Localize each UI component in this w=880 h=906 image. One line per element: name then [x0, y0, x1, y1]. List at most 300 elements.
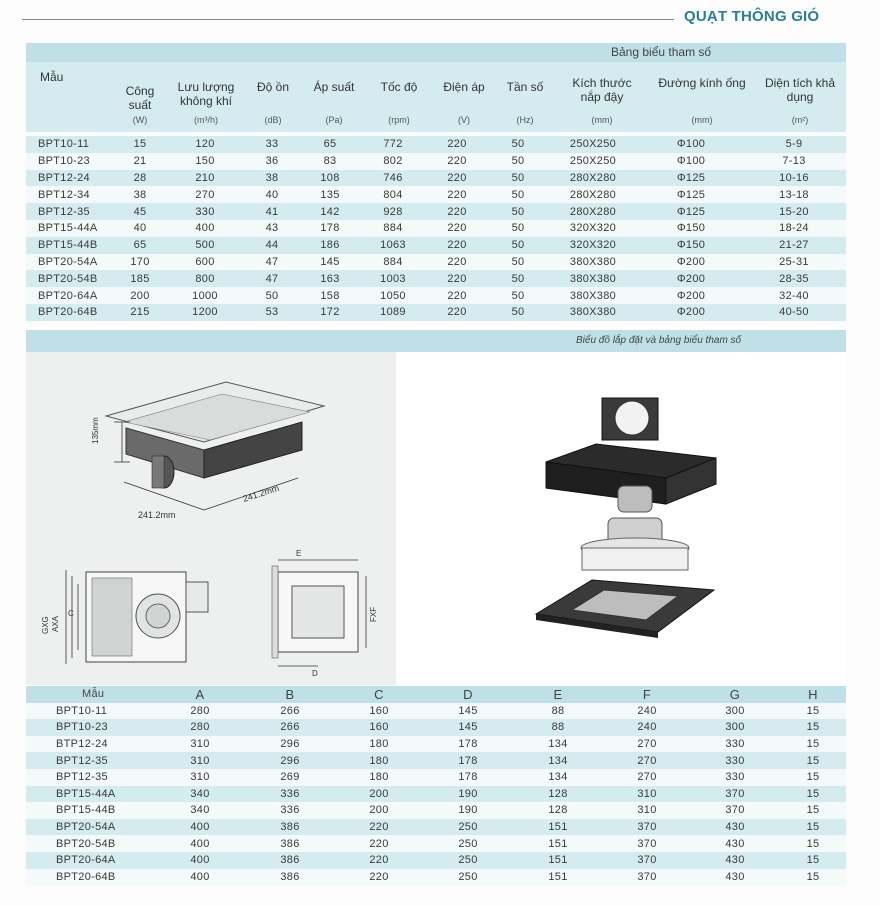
dimension-value-cell: 269	[246, 769, 334, 786]
dimension-value-cell: 386	[246, 869, 334, 886]
col-header-area: Diện tích khả dụng	[764, 76, 836, 104]
dimension-value-cell: 430	[690, 869, 780, 886]
spec-model-cell: BPT12-24	[26, 170, 116, 187]
spec-value-cell: 163	[298, 270, 362, 287]
spec-row	[26, 136, 846, 153]
dimension-row	[26, 852, 846, 869]
dimension-value-cell: 134	[512, 769, 604, 786]
dimension-model-cell: BPT12-35	[26, 752, 154, 769]
spec-value-cell: 142	[298, 203, 362, 220]
spec-value-cell: 884	[362, 220, 424, 237]
dimension-value-cell: 151	[512, 852, 604, 869]
dimension-row	[26, 802, 846, 819]
dim-letter-c: C	[68, 609, 74, 618]
col-header-voltage: Điện áp	[443, 80, 485, 94]
spec-value-cell: 15	[116, 136, 164, 153]
dimension-value-cell: 15	[780, 835, 846, 852]
spec-value-cell: 50	[490, 220, 546, 237]
dim-letter-g: GXG	[41, 616, 50, 634]
installation-diagram	[26, 352, 846, 685]
dimension-row	[26, 703, 846, 720]
drawing-panel	[26, 352, 396, 685]
diagram-caption: Biểu đồ lắp đặt và bảng biểu tham số	[576, 335, 742, 346]
spec-row	[26, 287, 846, 304]
dimension-value-cell: 430	[690, 852, 780, 869]
dimension-header-cell: G	[690, 686, 780, 703]
dimension-value-cell: 336	[246, 802, 334, 819]
spec-value-cell: 38	[116, 186, 164, 203]
dimension-value-cell: 15	[780, 819, 846, 836]
technical-drawing	[26, 352, 396, 685]
dimension-value-cell: 370	[690, 802, 780, 819]
spec-value-cell: 50	[490, 203, 546, 220]
spec-value-cell: Φ200	[640, 287, 742, 304]
dimension-row	[26, 736, 846, 753]
dimension-value-cell: 310	[154, 769, 246, 786]
col-header-speed: Tốc độ	[380, 80, 418, 94]
col-header-airflow: Lưu lượng không khí	[177, 80, 235, 108]
spec-value-cell: 250X250	[546, 136, 640, 153]
dimension-value-cell: 128	[512, 802, 604, 819]
spec-value-cell: 50	[490, 136, 546, 153]
dimension-value-cell: 310	[604, 786, 690, 803]
dimension-value-cell: 220	[334, 869, 424, 886]
spec-value-cell: 50	[490, 304, 546, 321]
col-header-pressure: Áp suất	[313, 80, 355, 94]
spec-model-cell: BPT15-44B	[26, 237, 116, 254]
dimension-value-cell: 220	[334, 835, 424, 852]
dim-height-label: 135mm	[91, 417, 100, 444]
spec-value-cell: 120	[164, 136, 246, 153]
dimension-value-cell: 270	[604, 769, 690, 786]
dimension-value-cell: 370	[690, 786, 780, 803]
col-unit-duct-diameter: (mm)	[691, 115, 713, 125]
spec-model-cell: BPT20-64A	[26, 287, 116, 304]
spec-value-cell: 43	[246, 220, 298, 237]
dimension-value-cell: 15	[780, 719, 846, 736]
spec-value-cell: 50	[490, 237, 546, 254]
dimension-value-cell: 400	[154, 869, 246, 886]
spec-value-cell: 33	[246, 136, 298, 153]
spec-value-cell: Φ150	[640, 220, 742, 237]
dimension-value-cell: 330	[690, 752, 780, 769]
spec-value-cell: 280X280	[546, 170, 640, 187]
spec-value-cell: 220	[424, 153, 490, 170]
col-unit-airflow: (m³/h)	[194, 115, 218, 125]
spec-model-cell: BPT10-11	[26, 136, 116, 153]
spec-value-cell: 178	[298, 220, 362, 237]
spec-value-cell: 1003	[362, 270, 424, 287]
spec-value-cell: 40	[116, 220, 164, 237]
spec-value-cell: Φ125	[640, 170, 742, 187]
dimension-value-cell: 15	[780, 703, 846, 720]
spec-value-cell: 172	[298, 304, 362, 321]
dimension-row	[26, 752, 846, 769]
spec-caption: Bảng biểu tham số	[611, 45, 712, 59]
spec-value-cell: 250X250	[546, 153, 640, 170]
spec-value-cell: 41	[246, 203, 298, 220]
spec-row	[26, 186, 846, 203]
spec-value-cell: 47	[246, 254, 298, 271]
spec-model-cell: BPT12-35	[26, 203, 116, 220]
spec-value-cell: 10-16	[742, 170, 846, 187]
spec-model-cell: BPT20-54B	[26, 270, 116, 287]
spec-value-cell: Φ200	[640, 304, 742, 321]
spec-value-cell: 884	[362, 254, 424, 271]
fan-isometric	[106, 382, 324, 510]
spec-value-cell: 21	[116, 153, 164, 170]
dimension-value-cell: 300	[690, 719, 780, 736]
dimension-value-cell: 15	[780, 786, 846, 803]
dimension-value-cell: 386	[246, 852, 334, 869]
spec-value-cell: 50	[490, 270, 546, 287]
dimension-value-cell: 400	[154, 852, 246, 869]
dimension-value-cell: 240	[604, 703, 690, 720]
dimension-header-cell: E	[512, 686, 604, 703]
dimension-value-cell: 430	[690, 819, 780, 836]
spec-value-cell: 270	[164, 186, 246, 203]
dimension-value-cell: 370	[604, 869, 690, 886]
dimension-header-cell: C	[334, 686, 424, 703]
side-view	[272, 560, 366, 666]
spec-row	[26, 254, 846, 271]
spec-value-cell: Φ125	[640, 203, 742, 220]
spec-value-cell: 220	[424, 220, 490, 237]
spec-value-cell: 145	[298, 254, 362, 271]
dimension-value-cell: 190	[424, 802, 512, 819]
spec-model-cell: BPT10-23	[26, 153, 116, 170]
dimension-model-cell: BPT10-23	[26, 719, 154, 736]
col-header-power: Công suất	[125, 84, 155, 112]
dim-letter-e: E	[296, 549, 302, 558]
spec-caption-band	[26, 43, 846, 62]
motor	[618, 486, 652, 512]
dimension-row	[26, 869, 846, 886]
dimension-value-cell: 151	[512, 869, 604, 886]
diagram-caption-band	[26, 330, 846, 352]
dimension-value-cell: 160	[334, 703, 424, 720]
dimension-model-cell: BPT12-35	[26, 769, 154, 786]
dimension-header-cell: B	[246, 686, 334, 703]
spec-value-cell: 15-20	[742, 203, 846, 220]
spec-model-cell: BPT12-34	[26, 186, 116, 203]
dimension-value-cell: 15	[780, 752, 846, 769]
dimension-model-cell: BPT20-54B	[26, 835, 154, 852]
dimension-value-cell: 88	[512, 719, 604, 736]
page-title: QUẠT THÔNG GIÓ	[684, 8, 820, 25]
dimension-value-cell: 386	[246, 835, 334, 852]
spec-row	[26, 304, 846, 321]
spec-value-cell: Φ125	[640, 186, 742, 203]
dimension-value-cell: 386	[246, 819, 334, 836]
spec-value-cell: 928	[362, 203, 424, 220]
dimension-value-cell: 330	[690, 736, 780, 753]
dimension-value-cell: 180	[334, 752, 424, 769]
col-unit-cover-size: (mm)	[591, 115, 613, 125]
dimension-value-cell: 340	[154, 786, 246, 803]
spec-value-cell: Φ150	[640, 237, 742, 254]
dimension-value-cell: 145	[424, 719, 512, 736]
spec-value-cell: 500	[164, 237, 246, 254]
dimension-value-cell: 145	[424, 703, 512, 720]
col-unit-pressure: (Pa)	[325, 115, 343, 125]
spec-value-cell: 50	[490, 186, 546, 203]
dimension-value-cell: 88	[512, 703, 604, 720]
dimension-value-cell: 330	[690, 769, 780, 786]
dimension-value-cell: 15	[780, 736, 846, 753]
col-unit-power: (W)	[132, 115, 148, 125]
spec-row	[26, 220, 846, 237]
dimension-model-cell: BPT20-64B	[26, 869, 154, 886]
dimension-value-cell: 151	[512, 819, 604, 836]
spec-value-cell: 65	[116, 237, 164, 254]
dimension-value-cell: 250	[424, 835, 512, 852]
spec-value-cell: 7-13	[742, 153, 846, 170]
spec-value-cell: 330	[164, 203, 246, 220]
dimension-value-cell: 151	[512, 835, 604, 852]
dim-width-label-1: 241.2mm	[138, 510, 176, 520]
dimension-value-cell: 370	[604, 852, 690, 869]
dimension-value-cell: 296	[246, 752, 334, 769]
spec-value-cell: 50	[490, 170, 546, 187]
dimension-header-row	[26, 686, 846, 703]
dimension-value-cell: 240	[604, 719, 690, 736]
col-unit-area: (m²)	[791, 115, 809, 125]
spec-value-cell: 45	[116, 203, 164, 220]
dimension-value-cell: 134	[512, 752, 604, 769]
dimension-value-cell: 180	[334, 736, 424, 753]
dimension-row	[26, 835, 846, 852]
dimension-value-cell: 296	[246, 736, 334, 753]
dimension-value-cell: 300	[690, 703, 780, 720]
dimension-value-cell: 250	[424, 869, 512, 886]
dimension-value-cell: 266	[246, 703, 334, 720]
dimension-value-cell: 270	[604, 752, 690, 769]
spec-value-cell: 44	[246, 237, 298, 254]
spec-value-cell: 280X280	[546, 203, 640, 220]
spec-value-cell: Φ200	[640, 254, 742, 271]
spec-value-cell: 36	[246, 153, 298, 170]
spec-value-cell: 38	[246, 170, 298, 187]
col-header-frequency: Tần số	[506, 80, 544, 94]
spec-value-cell: 220	[424, 287, 490, 304]
spec-value-cell: 28-35	[742, 270, 846, 287]
dimension-value-cell: 200	[334, 786, 424, 803]
spec-value-cell: 320X320	[546, 237, 640, 254]
spec-value-cell: Φ100	[640, 153, 742, 170]
spec-value-cell: 802	[362, 153, 424, 170]
spec-value-cell: 50	[490, 254, 546, 271]
spec-value-cell: 50	[490, 153, 546, 170]
exploded-view	[396, 352, 846, 685]
spec-value-cell: 215	[116, 304, 164, 321]
spec-value-cell: 800	[164, 270, 246, 287]
spec-value-cell: 13-18	[742, 186, 846, 203]
spec-value-cell: 220	[424, 186, 490, 203]
spec-value-cell: 158	[298, 287, 362, 304]
spec-model-cell: BPT15-44A	[26, 220, 116, 237]
spec-value-cell: 40	[246, 186, 298, 203]
dimension-value-cell: 15	[780, 802, 846, 819]
dimension-header-cell: H	[780, 686, 846, 703]
spec-value-cell: 83	[298, 153, 362, 170]
spec-row	[26, 170, 846, 187]
spec-value-cell: 185	[116, 270, 164, 287]
spec-value-cell: 220	[424, 304, 490, 321]
blower-wheel	[581, 518, 689, 570]
spec-value-cell: 170	[116, 254, 164, 271]
dimension-model-cell: BPT15-44A	[26, 786, 154, 803]
spec-value-cell: 32-40	[742, 287, 846, 304]
dimension-value-cell: 190	[424, 786, 512, 803]
dimension-header-cell: Mẫu	[26, 686, 154, 703]
spec-value-cell: 220	[424, 170, 490, 187]
dimension-value-cell: 160	[334, 719, 424, 736]
dimension-row	[26, 819, 846, 836]
col-header-noise: Độ ồn	[256, 80, 290, 94]
dimension-value-cell: 400	[154, 835, 246, 852]
dimension-value-cell: 178	[424, 752, 512, 769]
spec-value-cell: 200	[116, 287, 164, 304]
spec-value-cell: Φ100	[640, 136, 742, 153]
spec-value-cell: 40-50	[742, 304, 846, 321]
spec-value-cell: 108	[298, 170, 362, 187]
spec-table	[26, 136, 846, 321]
dim-letter-a: AXA	[51, 615, 60, 632]
spec-value-cell: 1089	[362, 304, 424, 321]
dimension-value-cell: 370	[604, 819, 690, 836]
spec-value-cell: 65	[298, 136, 362, 153]
dimension-model-cell: BPT20-64A	[26, 852, 154, 869]
spec-value-cell: 220	[424, 136, 490, 153]
col-header-duct-diameter: Đường kính ống	[658, 76, 746, 90]
spec-value-cell: 220	[424, 237, 490, 254]
dimension-value-cell: 336	[246, 786, 334, 803]
dimension-value-cell: 400	[154, 819, 246, 836]
dimension-header-cell: A	[154, 686, 246, 703]
spec-row	[26, 270, 846, 287]
spec-value-cell: 186	[298, 237, 362, 254]
exploded-view-panel	[396, 352, 846, 685]
spec-value-cell: 220	[424, 203, 490, 220]
spec-model-cell: BPT20-54A	[26, 254, 116, 271]
dimension-value-cell: 280	[154, 703, 246, 720]
dimension-value-cell: 15	[780, 869, 846, 886]
dimension-value-cell: 250	[424, 819, 512, 836]
dimension-value-cell: 310	[604, 802, 690, 819]
spec-value-cell: 150	[164, 153, 246, 170]
dimension-model-cell: BTP12-24	[26, 736, 154, 753]
spec-row	[26, 203, 846, 220]
spec-value-cell: 804	[362, 186, 424, 203]
bottom-view	[66, 570, 208, 664]
dimension-value-cell: 180	[334, 769, 424, 786]
spec-value-cell: 18-24	[742, 220, 846, 237]
dimension-value-cell: 128	[512, 786, 604, 803]
dimension-model-cell: BPT20-54A	[26, 819, 154, 836]
dimension-value-cell: 134	[512, 736, 604, 753]
dimension-value-cell: 430	[690, 835, 780, 852]
spec-value-cell: 746	[362, 170, 424, 187]
dimension-value-cell: 178	[424, 769, 512, 786]
spec-value-cell: 220	[424, 270, 490, 287]
spec-model-cell: BPT20-64B	[26, 304, 116, 321]
spec-model-header: Mẫu	[40, 70, 64, 84]
spec-value-cell: 320X320	[546, 220, 640, 237]
spec-value-cell: 380X380	[546, 270, 640, 287]
spec-value-cell: 25-31	[742, 254, 846, 271]
dimension-value-cell: 370	[604, 835, 690, 852]
spec-value-cell: 5-9	[742, 136, 846, 153]
dimension-value-cell: 220	[334, 819, 424, 836]
col-unit-speed: (rpm)	[388, 115, 410, 125]
spec-value-cell: 1050	[362, 287, 424, 304]
spec-value-cell: 220	[424, 254, 490, 271]
col-unit-voltage: (V)	[458, 115, 470, 125]
spec-value-cell: 1200	[164, 304, 246, 321]
duct-connector	[602, 398, 658, 440]
dimension-row	[26, 786, 846, 803]
dimension-value-cell: 15	[780, 852, 846, 869]
dimension-table	[26, 686, 846, 885]
dimension-row	[26, 719, 846, 736]
spec-value-cell: 21-27	[742, 237, 846, 254]
dimension-value-cell: 310	[154, 736, 246, 753]
dimension-row	[26, 769, 846, 786]
dimension-value-cell: 310	[154, 752, 246, 769]
grille-cover	[536, 580, 714, 638]
spec-value-cell: 280X280	[546, 186, 640, 203]
dimension-value-cell: 280	[154, 719, 246, 736]
dimension-model-cell: BPT15-44B	[26, 802, 154, 819]
spec-row	[26, 237, 846, 254]
dim-width-label-2: 241.2mm	[241, 482, 281, 504]
dimension-value-cell: 250	[424, 852, 512, 869]
spec-value-cell: 135	[298, 186, 362, 203]
spec-value-cell: 772	[362, 136, 424, 153]
spec-value-cell: 50	[490, 287, 546, 304]
spec-value-cell: 210	[164, 170, 246, 187]
spec-value-cell: 380X380	[546, 304, 640, 321]
dimension-value-cell: 178	[424, 736, 512, 753]
spec-value-cell: 50	[246, 287, 298, 304]
spec-value-cell: 53	[246, 304, 298, 321]
col-unit-frequency: (Hz)	[516, 115, 534, 125]
spec-value-cell: 47	[246, 270, 298, 287]
dimension-value-cell: 270	[604, 736, 690, 753]
dimension-model-cell: BPT10-11	[26, 703, 154, 720]
dim-letter-d: D	[312, 669, 318, 678]
dimension-value-cell: 220	[334, 852, 424, 869]
dimension-value-cell: 340	[154, 802, 246, 819]
spec-value-cell: 380X380	[546, 254, 640, 271]
spec-value-cell: 1063	[362, 237, 424, 254]
spec-value-cell: 1000	[164, 287, 246, 304]
spec-row	[26, 153, 846, 170]
dimension-value-cell: 200	[334, 802, 424, 819]
spec-value-cell: 400	[164, 220, 246, 237]
header-rule	[22, 19, 674, 20]
spec-value-cell: Φ200	[640, 270, 742, 287]
dimension-value-cell: 266	[246, 719, 334, 736]
dim-letter-f: FXF	[369, 606, 378, 622]
dimension-value-cell: 15	[780, 769, 846, 786]
col-unit-noise: (dB)	[264, 115, 282, 125]
dimension-header-cell: F	[604, 686, 690, 703]
col-header-cover-size: Kích thước nắp đậy	[572, 76, 632, 104]
spec-value-cell: 380X380	[546, 287, 640, 304]
spec-value-cell: 600	[164, 254, 246, 271]
